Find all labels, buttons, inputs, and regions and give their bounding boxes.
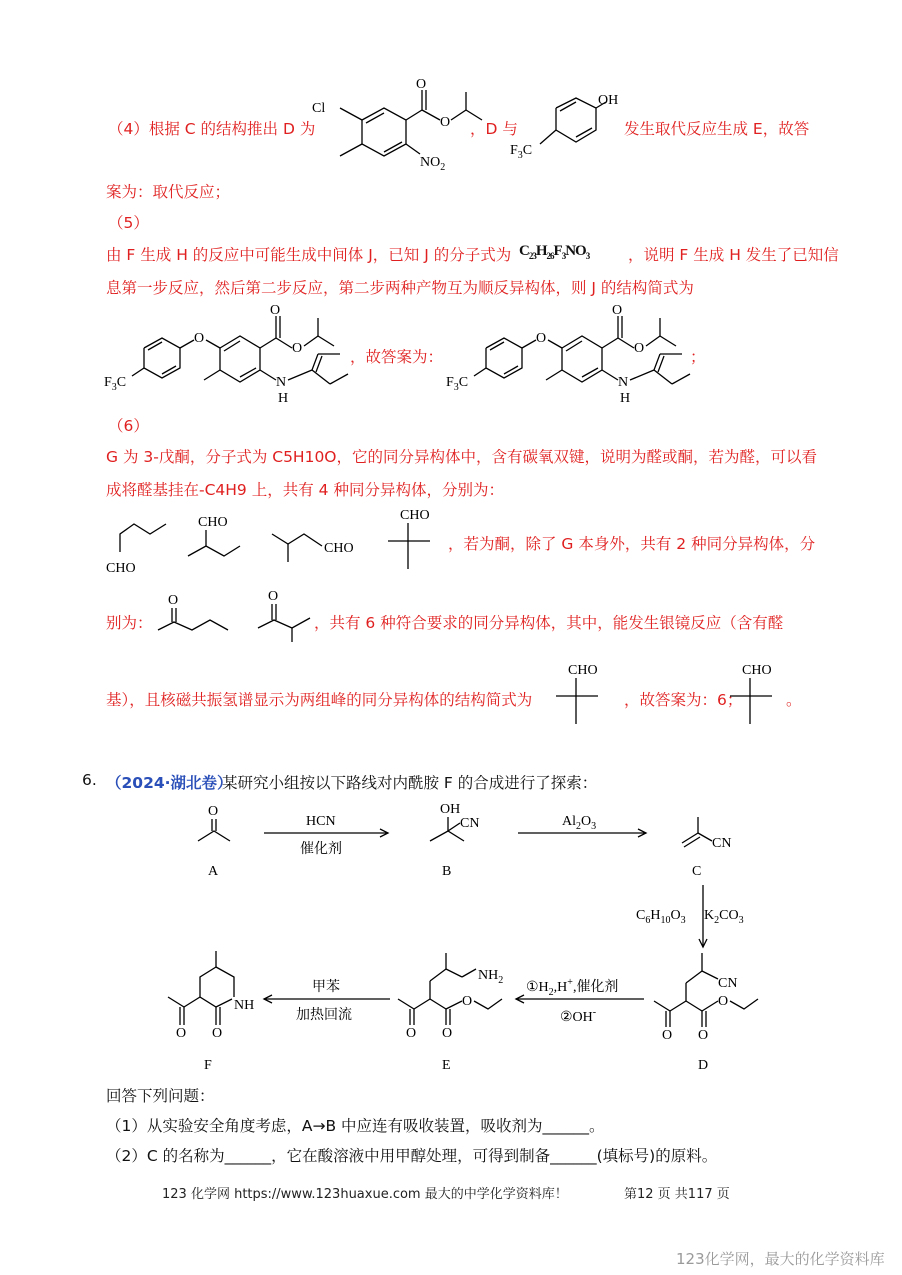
s6-line1: G 为 3-戊酮，分子式为 C5H10O，它的同分异构体中，含有碳氧双键，说明为醛或酮，若为醛，可以看	[106, 448, 818, 466]
svg-text:OH: OH	[598, 93, 619, 108]
q6-stem: 某研究小组按以下路线对内酰胺 F 的合成进行了探索：	[222, 774, 598, 792]
svg-text:CN: CN	[718, 976, 738, 991]
svg-text:NH: NH	[234, 998, 255, 1013]
svg-text:O: O	[406, 1026, 417, 1041]
s6-line3: ，若为酮，除了 G 本身外，共有 2 种同分异构体，分	[448, 535, 816, 553]
s4-text-part1: （4）根据 C 的结构推出 D 为	[108, 120, 316, 138]
svg-text:CHO: CHO	[324, 541, 354, 556]
label-A: A	[208, 864, 219, 879]
svg-text:H: H	[620, 391, 631, 406]
svg-text:OH: OH	[440, 802, 461, 817]
svg-text:NO2: $NO_2$	[420, 155, 446, 173]
svg-text:O: O	[208, 804, 219, 819]
page-number: 第12 页 共117 页	[624, 1187, 730, 1202]
aldehyde-isomer-4	[384, 505, 454, 575]
answer-aldehyde-1	[552, 660, 622, 730]
reagent-ef-bottom: 加热回流	[296, 1008, 352, 1023]
svg-text:O: O	[292, 341, 303, 356]
svg-text:O: O	[634, 341, 645, 356]
svg-text:NH2: $NH_2$	[478, 968, 504, 986]
trifluoromethylphenol-molecule	[510, 88, 619, 168]
s6-line4b: ，共有 6 种符合要求的同分异构体，其中，能发生银镜反应（含有醛	[314, 614, 784, 632]
svg-text:F3C: $F_3C$	[104, 375, 127, 393]
label-B: B	[442, 864, 452, 879]
svg-text:②OH-: ②OH-	[560, 1007, 597, 1025]
svg-text:O: O	[176, 1026, 187, 1041]
label-E: E	[442, 1058, 451, 1073]
label-C: C	[692, 864, 702, 879]
svg-text:C6H10O3: $C_6H_{10}O_3$	[636, 908, 686, 926]
svg-text:CHO: CHO	[568, 663, 598, 678]
s4-text-part3: 发生取代反应生成 E，故答	[624, 120, 810, 138]
label-D: D	[698, 1058, 709, 1073]
s4-text-part2: ，D 与	[470, 120, 518, 138]
s5-line1b: ，说明 F 生成 H 发生了已知信	[628, 246, 839, 264]
svg-text:O: O	[416, 77, 427, 92]
s5-number: （5）	[108, 214, 149, 232]
svg-text:O: O	[194, 331, 205, 346]
s6-line5a: 基），且核磁共振氢谱显示为两组峰的同分异构体的结构简式为	[106, 691, 533, 709]
s5-answer-middle: ，故答案为：	[350, 348, 444, 366]
svg-text:O: O	[698, 1028, 709, 1043]
s4-text-line2: 案为：取代反应；	[106, 183, 231, 201]
svg-text:O: O	[442, 1026, 453, 1041]
svg-text:O: O	[662, 1028, 673, 1043]
footer-text: 123 化学网 https://www.123huaxue.com 最大的中学化学资料库！	[162, 1187, 568, 1202]
q6-source-tag: （2024·湖北卷）	[106, 774, 233, 792]
svg-text:O: O	[536, 331, 547, 346]
svg-text:F3C: $F_3C$	[510, 143, 533, 161]
svg-text:CN: CN	[712, 836, 732, 851]
s6-number: （6）	[108, 417, 149, 435]
svg-text:O: O	[462, 994, 473, 1009]
structure-J-isomer-1	[104, 304, 364, 404]
s5-line1a: 由 F 生成 H 的反应中可能生成中间体 J，已知 J 的分子式为	[106, 246, 512, 264]
answer-intro: 回答下列问题：	[106, 1087, 215, 1105]
svg-text:Al2O3: $Al_2O_3$	[562, 814, 597, 832]
svg-text:H: H	[278, 391, 289, 406]
reagent-ab-top: HCN	[306, 814, 336, 829]
svg-text:CHO: CHO	[742, 663, 772, 678]
svg-text:N: N	[618, 375, 629, 390]
svg-text:①H2,H+,催化剂: $①H_2,H^+$,催化剂	[526, 977, 619, 998]
question-1: （1）从实验安全角度考虑，A→B 中应连有吸收装置，吸收剂为______。	[106, 1117, 605, 1135]
s5-formula: $C_{23}H_{26}F_3NO_3$	[519, 243, 590, 261]
svg-text:CHO: CHO	[106, 561, 136, 576]
reagent-ab-bottom: 催化剂	[300, 842, 342, 857]
reagent-ef-top: 甲苯	[312, 980, 340, 995]
watermark: 123化学网，最大的化学资料库	[676, 1250, 885, 1268]
svg-text:O: O	[440, 115, 451, 130]
svg-text:N: N	[276, 375, 287, 390]
aldehyde-isomer-3	[268, 512, 368, 582]
svg-text:O: O	[270, 303, 281, 318]
label-F: F	[204, 1058, 212, 1073]
svg-text:O: O	[168, 593, 179, 608]
s6-line4a: 别为：	[106, 614, 153, 632]
svg-text:O: O	[268, 589, 279, 604]
aldehyde-isomer-1	[104, 512, 174, 582]
s6-line2: 成将醛基挂在-C4H9 上，共有 4 种同分异构体，分别为：	[106, 481, 504, 499]
svg-text:O: O	[212, 1026, 223, 1041]
question-2: （2）C 的名称为______，它在酸溶液中用甲醇处理，可得到制备______(填标号)的原料。	[106, 1147, 718, 1165]
svg-text:CHO: CHO	[400, 508, 430, 523]
ketone-isomer-1	[156, 590, 246, 640]
s5-answer-end: ；	[690, 348, 706, 366]
svg-text:O: O	[612, 303, 623, 318]
svg-text:Cl: Cl	[312, 101, 326, 116]
aldehyde-isomer-2	[184, 512, 254, 582]
q6-number: 6.	[82, 771, 97, 789]
svg-text:O: O	[718, 994, 729, 1009]
s5-line2: 息第一步反应，然后第二步反应，第二步两种产物互为顺反异构体，则 J 的结构简式为	[106, 279, 694, 297]
svg-text:F3C: $F_3C$	[446, 375, 469, 393]
svg-text:CHO: CHO	[198, 515, 228, 530]
svg-text:CN: CN	[460, 816, 480, 831]
s6-line5b: ，故答案为：6；	[624, 691, 743, 709]
s6-line5c: 。	[786, 691, 802, 709]
structure-J-isomer-2	[446, 304, 706, 404]
svg-text:K2CO3: $K_2CO_3$	[704, 908, 744, 926]
synthesis-scheme	[0, 795, 800, 1075]
